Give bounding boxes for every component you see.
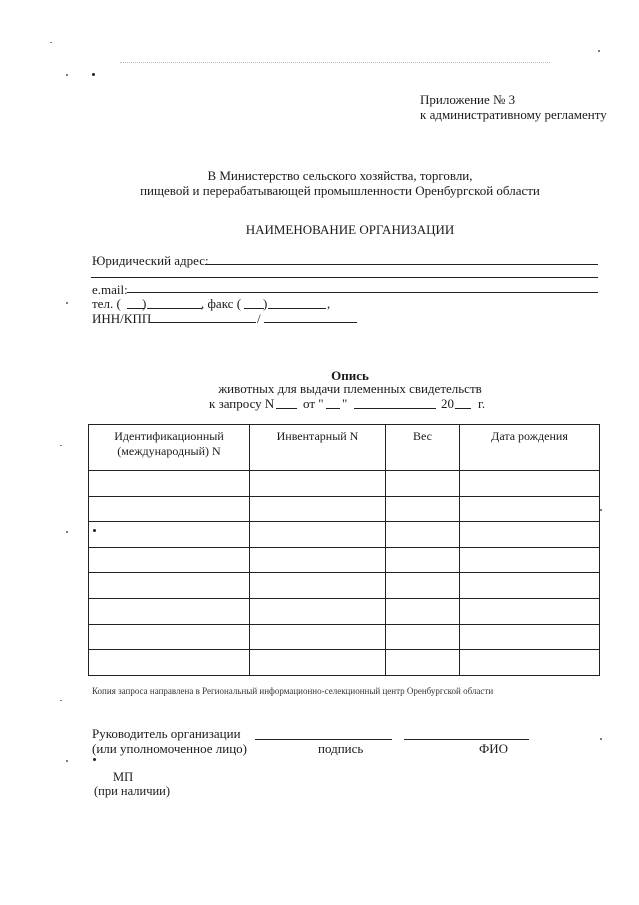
scan-speck [66,302,68,304]
inn-kpp-separator: / [257,311,261,326]
scan-speck [598,50,600,52]
table-cell[interactable] [89,547,250,573]
inn-line [150,322,256,323]
column-header-inventory: Инвентарный N [250,425,386,471]
fax-code-line [244,308,264,309]
table-cell[interactable] [386,573,460,599]
request-month-line [354,408,436,409]
table-cell[interactable] [250,650,386,676]
table-cell[interactable] [89,522,250,548]
scan-speck [92,73,95,76]
phone-number-line [147,308,202,309]
table-row [89,624,600,650]
table-row [89,573,600,599]
table-row [89,598,600,624]
table-row [89,650,600,676]
table-cell[interactable] [386,522,460,548]
table-cell[interactable] [460,624,600,650]
table-cell[interactable] [460,496,600,522]
request-year-prefix: 20 [441,396,454,411]
inn-kpp-label: ИНН/КПП [92,311,152,326]
table-cell[interactable] [386,471,460,497]
table-cell[interactable] [89,650,250,676]
email-label: e.mail: [92,282,128,297]
scan-streak [120,62,550,63]
full-name-caption: ФИО [479,741,509,756]
scan-speck [50,42,52,43]
table-row [89,547,600,573]
scan-speck [93,758,96,761]
table-cell[interactable] [250,471,386,497]
signatory-role-line1: Руководитель организации [92,726,241,741]
table-cell[interactable] [89,573,250,599]
table-cell[interactable] [386,496,460,522]
signature-caption: подпись [318,741,364,756]
scan-speck [60,445,62,446]
request-number-line [276,408,297,409]
addressee-line1: В Министерство сельского хозяйства, торговли, [207,168,473,183]
table-row [89,496,600,522]
column-header-weight: Вес [386,425,460,471]
scan-speck [66,760,68,762]
table-cell[interactable] [460,573,600,599]
table-cell[interactable] [460,598,600,624]
table-cell[interactable] [460,522,600,548]
animal-inventory-table [88,424,600,676]
document-subtitle: животных для выдачи племенных свидетельств [218,381,482,396]
scan-speck [60,700,62,701]
table-cell[interactable] [460,650,600,676]
appendix-line1: Приложение № 3 [420,92,516,107]
address-continuation-line [91,277,598,278]
table-cell[interactable] [386,650,460,676]
table-cell[interactable] [89,598,250,624]
request-year-suffix: г. [478,396,486,411]
scan-speck [66,531,68,533]
column-header-id: Идентификационный (международный) N [89,425,250,471]
table-cell[interactable] [386,624,460,650]
request-from: от " [303,396,324,411]
signatory-role-line2: (или уполномоченное лицо) [92,741,247,756]
table-row [89,471,600,497]
request-quote-close: " [342,396,348,411]
legal-address-line [205,264,598,265]
kpp-line [264,322,357,323]
request-year-line [455,408,471,409]
stamp-note: (при наличии) [94,784,171,798]
email-line [127,292,598,293]
document-title: Опись [331,368,369,383]
table-cell[interactable] [250,624,386,650]
table-cell[interactable] [386,598,460,624]
table-cell[interactable] [460,547,600,573]
fax-number-line [268,308,326,309]
table-cell[interactable] [89,471,250,497]
fax-code-close: ) [263,296,268,311]
stamp-label: МП [113,770,134,784]
appendix-line2: к административному регламенту [420,107,607,122]
full-name-line [404,739,529,740]
table-cell[interactable] [250,573,386,599]
request-day-line [326,408,340,409]
signature-line [255,739,392,740]
table-cell[interactable] [460,471,600,497]
table-cell[interactable] [250,496,386,522]
request-prefix: к запросу N [209,396,275,411]
legal-address-label: Юридический адрес: [92,253,209,268]
table-cell[interactable] [386,547,460,573]
table-header-row [89,425,600,471]
table-cell[interactable] [89,496,250,522]
table-cell[interactable] [250,547,386,573]
table-cell[interactable] [250,522,386,548]
scan-speck [600,738,602,740]
addressee-line2: пищевой и перерабатывающей промышленности Оренбургской области [140,183,540,198]
scan-speck [600,509,602,511]
org-name-heading: НАИМЕНОВАНИЕ ОРГАНИЗАЦИИ [245,222,455,237]
scan-speck [66,74,68,76]
column-header-birth-date: Дата рождения [460,425,600,471]
phone-label: тел. ( [92,296,121,311]
table-row [89,522,600,548]
phone-code-close: ) [142,296,147,311]
fax-label: , факс ( [201,296,242,311]
table-cell[interactable] [250,598,386,624]
copy-note: Копия запроса направлена в Региональный информационно-селекционный центр Оренбургской области [92,686,494,696]
table-cell[interactable] [89,624,250,650]
fax-end: , [327,296,331,311]
